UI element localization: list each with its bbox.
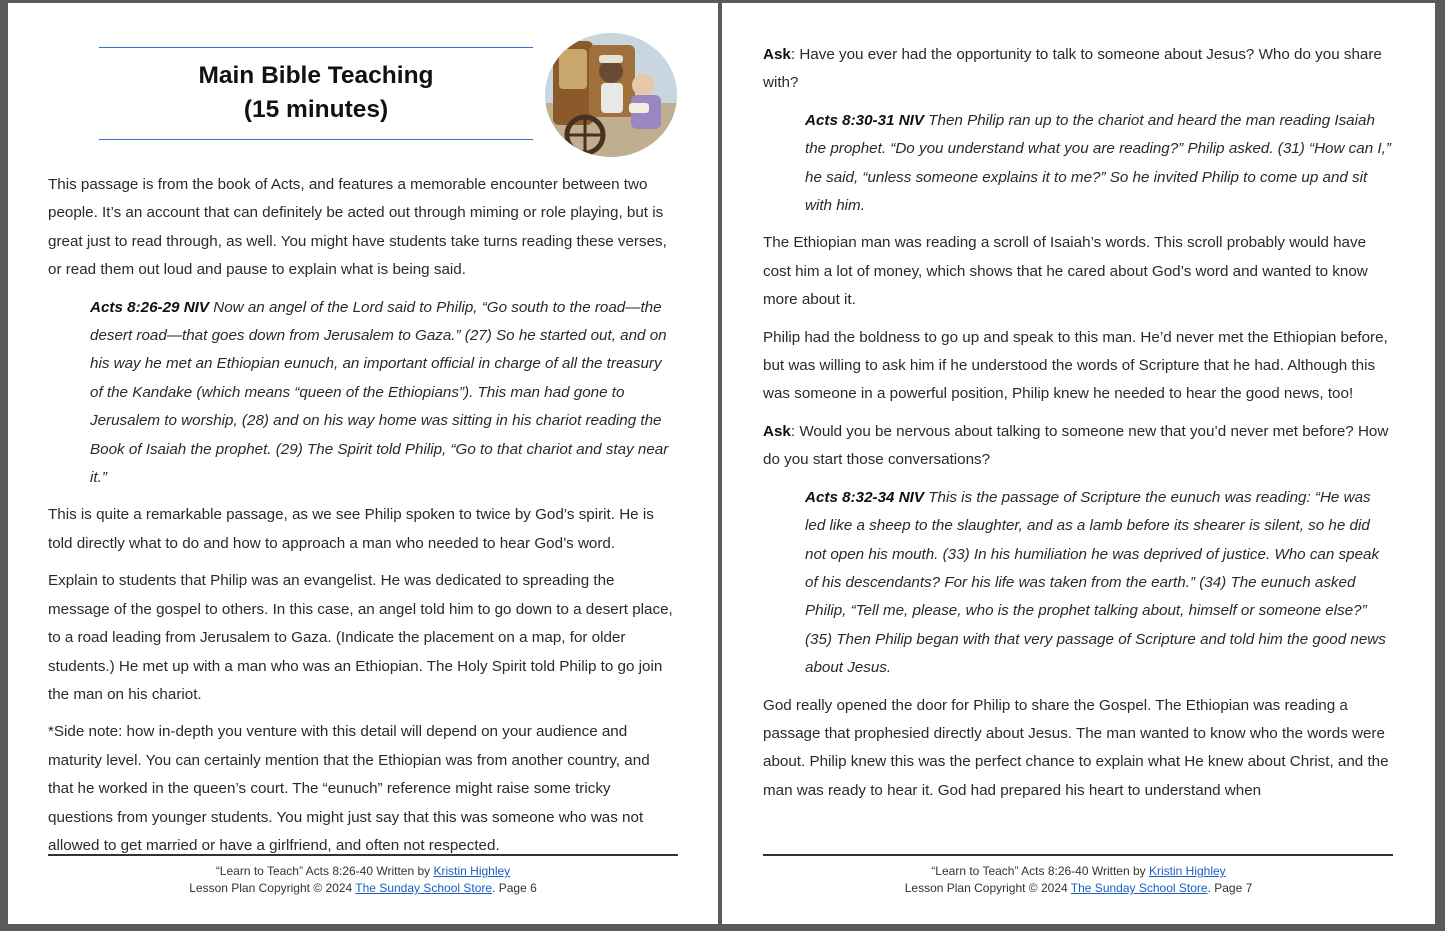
- document-page-6: [8, 3, 718, 924]
- section-title-line1: Main Bible Teaching: [198, 62, 434, 89]
- ask-text: : Have you ever had the opportunity to talk to someone about Jesus? Who do you share with?: [763, 46, 1382, 92]
- ask-label: Ask: [763, 46, 791, 63]
- footer-text: [8, 863, 718, 897]
- scripture-acts-8-26: [90, 294, 678, 493]
- scripture-reference: Acts 8:30-31 NIV: [805, 111, 925, 129]
- footer-text: [722, 863, 1435, 897]
- scripture-text: Now an angel of the Lord said to Philip, “Go south to the road—the desert road—that goes down from Jerusalem to Gaza.” (27) So he started out, and on his way he met an Ethiopian eunuch, an important official in charge of all the treasury of the Kandake (which means “queen of the Ethiopians”). This man had gone to Jerusalem to worship, (28) and on his way home was sitting in his chariot reading the Book of Isaiah the prophet. (29) The Spirit told Philip, “Go to that chariot and stay near it.”: [90, 298, 669, 487]
- paragraph-boldness: Philip had the boldness to go up and speak to this man. He’d never met the Ethiopian before, but was willing to ask him if he understood the words of Scripture that he had. Although this was someone in a powerful position, Philip knew he needed to hear the good news, too!: [763, 328, 1388, 403]
- section-title-block: [48, 43, 678, 171]
- paragraph-scroll: The Ethiopian man was reading a scroll of Isaiah’s words. This scroll probably would have cost him a lot of money, which shows that he cared about God’s word and wanted to know more about it.: [763, 234, 1368, 309]
- page-6-footer: [8, 854, 718, 924]
- ask-question-1: [763, 41, 1395, 98]
- footer-credit: “Learn to Teach” Acts 8:26-40 Written by: [931, 864, 1149, 878]
- paragraph-remarkable-passage: This is quite a remarkable passage, as we see Philip spoken to twice by God’s spirit. He is told directly what to do and how to approach a man who needed to hear God’s word.: [48, 506, 654, 552]
- scripture-acts-8-32: [805, 484, 1395, 683]
- footer-line2: [8, 880, 718, 897]
- intro-paragraph: This passage is from the book of Acts, and features a memorable encounter between two people. It’s an account that can definitely be acted out through miming or role playing, but is great just to read through, as well. You might have students take turns reading these verses, or read them out loud and pause to explain what is being said.: [48, 176, 667, 279]
- title-bottom-rule: [99, 139, 533, 140]
- page-7-footer: [722, 854, 1435, 924]
- store-link[interactable]: The Sunday School Store: [355, 881, 493, 895]
- footer-line1: [722, 863, 1435, 880]
- ask-label: Ask: [763, 422, 791, 440]
- document-page-7: [722, 3, 1435, 924]
- scripture-text: Then Philip ran up to the chariot and heard the man reading Isaiah the prophet. “Do you understand what you are reading?” Philip asked. (31) “How can I,” he said, “unless someone explains it to me?” So he invited Philip to come up and sit with him.: [805, 111, 1391, 215]
- author-link[interactable]: Kristin Highley: [1148, 864, 1226, 878]
- scripture-text: This is the passage of Scripture the eunuch was reading: “He was led like a sheep to the slaughter, and as a lamb before its shearer is silent, so he did not open his mouth. (33) In his humiliation he was deprived of justice. Who can speak of his descendants? For his life was taken from the earth.” (34) The eunuch asked Philip, “Tell me, please, who is the prophet talking about, himself or someone else?” (35) Then Philip began with that very passage of Scripture and told him the good news about Jesus.: [805, 488, 1386, 677]
- footer-rule: [763, 854, 1393, 856]
- footer-rule: [48, 854, 678, 856]
- footer-line2: [722, 880, 1435, 897]
- paragraph-opened-door: God really opened the door for Philip to share the Gospel. The Ethiopian was reading a passage that prophesied directly about Jesus. The man wanted to know who the words were about. Philip knew this was the perfect chance to explain what He knew about Christ, and the man was ready to hear it. God had prepared his heart to understand when: [763, 696, 1389, 799]
- footer-copyright: Lesson Plan Copyright © 2024: [904, 881, 1071, 895]
- ask-text: : Would you be nervous about talking to someone new that you’d never met before? How do you start those conversations?: [763, 422, 1389, 469]
- paragraph-evangelist: Explain to students that Philip was an evangelist. He was dedicated to spreading the message of the gospel to others. In this case, an angel told him to go down to a desert place, to a road leading from Jerusalem to Gaza. (Indicate the placement on a map, for older students.) He met up with a man who was an Ethiopian. The Holy Spirit told Philip to go join the man on his chariot.: [48, 572, 673, 703]
- page-6-content: [48, 43, 678, 869]
- ask-question-2: [763, 418, 1395, 475]
- scripture-acts-8-30: [805, 107, 1395, 221]
- paragraph-side-note: *Side note: how in-depth you venture with this detail will depend on your audience and maturity level. You can certainly mention that the Ethiopian was from another country, and that he worked in the queen’s court. The “eunuch” reference might raise some tricky questions from younger students. You might just say that this was someone who was not allowed to get married or have a girlfriend, and often not respected.: [48, 723, 650, 854]
- scripture-reference: Acts 8:32-34 NIV: [805, 488, 925, 506]
- section-title: [99, 59, 533, 127]
- scripture-reference: Acts 8:26-29 NIV: [90, 298, 210, 316]
- section-title-line2: (15 minutes): [243, 96, 389, 123]
- chariot-illustration-icon: [545, 33, 677, 157]
- title-top-rule: [99, 47, 533, 48]
- author-link[interactable]: Kristin Highley: [433, 864, 511, 878]
- footer-copyright: Lesson Plan Copyright © 2024: [189, 881, 356, 895]
- store-link[interactable]: The Sunday School Store: [1070, 881, 1208, 895]
- page-number: . Page 7: [1207, 881, 1253, 895]
- page-number: . Page 6: [492, 881, 537, 895]
- footer-line1: [8, 863, 718, 880]
- page-7-content: [763, 41, 1395, 814]
- footer-credit: “Learn to Teach” Acts 8:26-40 Written by: [215, 864, 434, 878]
